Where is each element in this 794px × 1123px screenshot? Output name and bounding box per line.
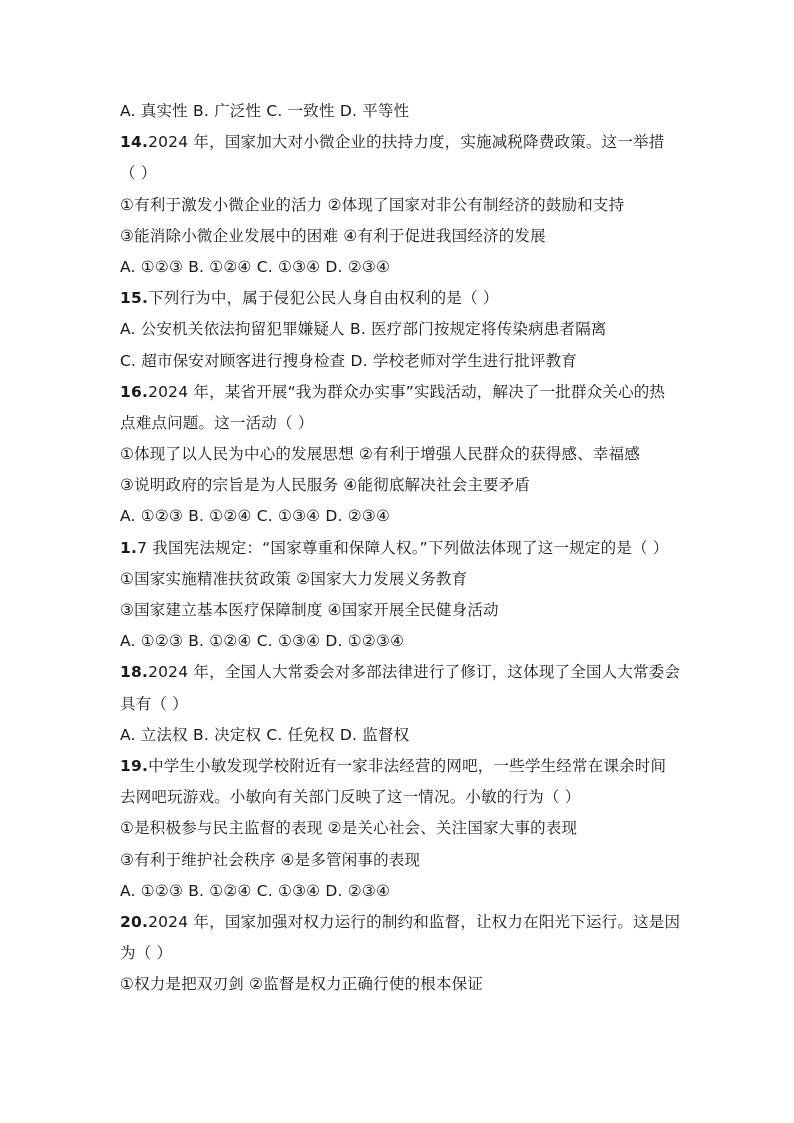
text-line bbox=[120, 751, 680, 782]
text-line bbox=[120, 938, 680, 969]
line-text: 2024 年，全国人大常委会对多部法律进行了修订，这体现了全国人大常委会 bbox=[148, 663, 681, 682]
text-line bbox=[120, 190, 680, 221]
text-line bbox=[120, 657, 680, 688]
line-text: A. ①②③ B. ①②④ C. ①③④ D. ②③④ bbox=[120, 881, 391, 900]
text-line bbox=[120, 127, 680, 158]
question-number: 20. bbox=[120, 912, 149, 931]
line-text: A. ①②③ B. ①②④ C. ①③④ D. ①②③④ bbox=[120, 632, 405, 651]
text-line bbox=[120, 314, 680, 345]
text-line bbox=[120, 845, 680, 876]
line-text: 点难点问题。这一活动（ ） bbox=[120, 413, 314, 432]
line-text: ③国家建立基本医疗保障制度 ④国家开展全民健身活动 bbox=[120, 601, 499, 619]
line-text: 2024 年，某省开展“我为群众办实事”实践活动，解决了一批群众关心的热 bbox=[148, 382, 666, 401]
line-text: ①有利于激发小微企业的活力 ②体现了国家对非公有制经济的鼓励和支持 bbox=[120, 195, 625, 214]
line-text: A. ①②③ B. ①②④ C. ①③④ D. ②③④ bbox=[120, 507, 391, 526]
text-line bbox=[120, 501, 680, 532]
line-text: 去网吧玩游戏。小敏向有关部门反映了这一情况。小敏的行为（ ） bbox=[120, 788, 581, 807]
question-list bbox=[120, 96, 680, 1000]
line-text: ①权力是把双刃剑 ②监督是权力正确行使的根本保证 bbox=[120, 975, 484, 994]
question-number: 1. bbox=[120, 538, 138, 557]
line-text: ①是积极参与民主监督的表现 ②是关心社会、关注国家大事的表现 bbox=[120, 819, 578, 838]
text-line bbox=[120, 346, 680, 377]
line-text: （ ） bbox=[120, 164, 157, 183]
line-text: A. 立法权 B. 决定权 C. 任免权 D. 监督权 bbox=[120, 725, 410, 744]
line-text: A. 真实性 B. 广泛性 C. 一致性 D. 平等性 bbox=[120, 102, 410, 120]
text-line bbox=[120, 626, 680, 657]
text-line bbox=[120, 470, 680, 501]
question-number: 15. bbox=[120, 289, 149, 308]
line-text: A. ①②③ B. ①②④ C. ①③④ D. ②③④ bbox=[120, 257, 391, 276]
text-line bbox=[120, 408, 680, 439]
line-text: ③能消除小微企业发展中的困难 ④有利于促进我国经济的发展 bbox=[120, 226, 546, 245]
text-line bbox=[120, 252, 680, 283]
question-number: 16. bbox=[120, 382, 149, 401]
text-line bbox=[120, 813, 680, 844]
text-line bbox=[120, 720, 680, 751]
line-text: ③有利于维护社会秩序 ④是多管闲事的表现 bbox=[120, 850, 421, 869]
text-line bbox=[120, 876, 680, 907]
question-number: 14. bbox=[120, 133, 149, 152]
text-line bbox=[120, 439, 680, 470]
text-line bbox=[120, 564, 680, 595]
line-text: 为（ ） bbox=[120, 944, 173, 963]
text-line bbox=[120, 782, 680, 813]
line-text: 中学生小敏发现学校附近有一家非法经营的网吧，一些学生经常在课余时间 bbox=[148, 756, 667, 775]
line-text: ①国家实施精准扶贫政策 ②国家大力发展义务教育 bbox=[120, 569, 468, 588]
text-line bbox=[120, 377, 680, 408]
question-number: 18. bbox=[120, 663, 149, 682]
line-text: 下列行为中，属于侵犯公民人身自由权利的是（ ） bbox=[148, 289, 499, 308]
text-line bbox=[120, 689, 680, 720]
line-text: 具有（ ） bbox=[120, 694, 188, 713]
line-text: 7 我国宪法规定：“国家尊重和保障人权。”下列做法体现了这一规定的是（ ） bbox=[137, 538, 669, 557]
text-line bbox=[120, 283, 680, 314]
text-line bbox=[120, 969, 680, 1000]
text-line bbox=[120, 158, 680, 189]
text-line bbox=[120, 595, 680, 626]
text-line bbox=[120, 221, 680, 252]
line-text: A. 公安机关依法拘留犯罪嫌疑人 B. 医疗部门按规定将传染病患者隔离 bbox=[120, 320, 607, 339]
line-text: C. 超市保安对顾客进行搜身检查 D. 学校老师对学生进行批评教育 bbox=[120, 351, 577, 370]
text-line bbox=[120, 533, 680, 564]
text-line bbox=[120, 96, 680, 127]
line-text: ③说明政府的宗旨是为人民服务 ④能彻底解决社会主要矛盾 bbox=[120, 476, 531, 495]
line-text: 2024 年，国家加强对权力运行的制约和监督，让权力在阳光下运行。这是因 bbox=[148, 912, 681, 931]
text-line bbox=[120, 907, 680, 938]
line-text: 2024 年，国家加大对小微企业的扶持力度，实施减税降费政策。这一举措 bbox=[148, 133, 665, 152]
question-number: 19. bbox=[120, 756, 149, 775]
line-text: ①体现了以人民为中心的发展思想 ②有利于增强人民群众的获得感、幸福感 bbox=[120, 445, 641, 464]
